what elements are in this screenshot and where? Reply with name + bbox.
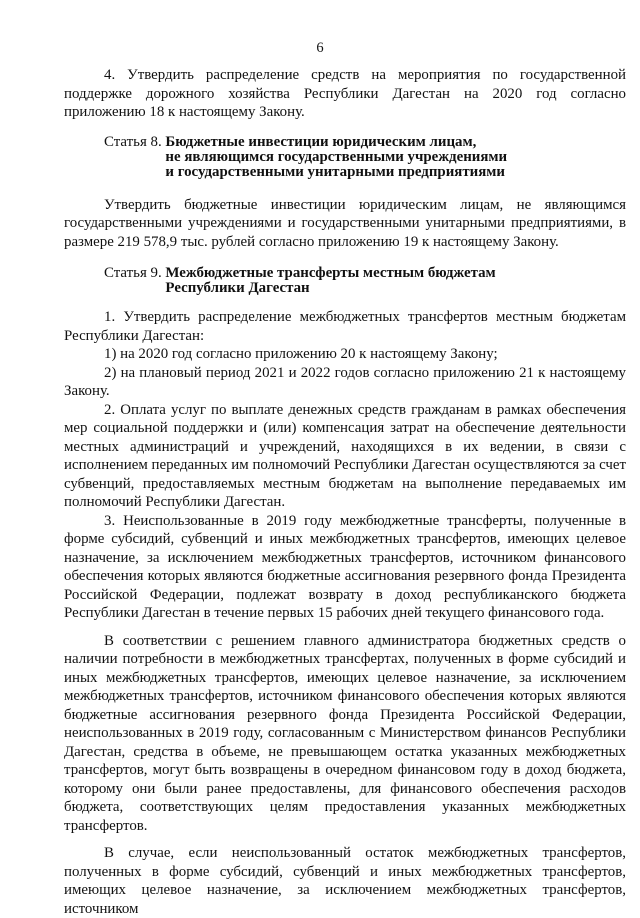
article-8-prefix: Статья 8. [104, 133, 166, 150]
article-9-item-1-1: 1) на 2020 год согласно приложению 20 к настоящему Закону; [104, 346, 498, 362]
article-9-heading [64, 266, 626, 296]
paragraph-item-4: 4. Утвердить распределение средств на мероприятия по государственной поддержке дорожного хозяйства Республики Дагестан на 2020 год согласно приложению 18 к настоящему Закону. [64, 67, 626, 120]
article-9-prefix: Статья 9. [104, 265, 166, 281]
article-9-paragraph-2: 2. Оплата услуг по выплате денежных средств гражданам в рамках обеспечения мер социальной поддержки и (или) компенсация затрат на обеспечение деятельности местных администраций и учреждений, находящихся в их ведении, в связи с исполнением переданных им полномочий Республики Дагестан осуществляются за счет субвенций, предоставляемых местным бюджетам на выполнение передаваемых им полномочий Республики Дагестан. [64, 401, 626, 510]
article-8-title-line-3: и государственными унитарными предприятиями [165, 163, 505, 180]
article-9-paragraph-3: 3. Неиспользованные в 2019 году межбюджетные трансферты, полученные в форме субсидий, субвенций и иных межбюджетных трансфертов, имеющих целевое назначение, за исключением межбюджетных трансфертов, источником финансового обеспечения которых являются бюджетные ассигнования резервного фонда Президента Российской Федерации, подлежат возврату в доход республиканского бюджета Республики Дагестан в течение первых 15 рабочих дней текущего финансового года. [64, 512, 626, 621]
document-body [64, 66, 626, 918]
article-9-item-1-2: 2) на плановый период 2021 и 2022 годов согласно приложению 21 к настоящему Закону. [64, 364, 626, 399]
article-8-title-line-1: Бюджетные инвестиции юридическим лицам, [165, 133, 477, 150]
article-8-title-line-2: не являющимся государственными учреждениями [165, 148, 508, 165]
article-9-paragraph-4: В соответствии с решением главного администратора бюджетных средств о наличии потребности в межбюджетных трансфертах, полученных в форме субсидий и иных межбюджетных трансфертов, имеющих целевое назначение, за исключением межбюджетных трансфертов, источником финансового обеспечения которых являются бюджетные ассигнования резервного фонда Президента Российской Федерации, неиспользованных в 2019 году, согласованным с Министерством финансов Республики Дагестан, средства в объеме, не превышающем остатка указанных межбюджетных трансфертов, могут быть возвращены в очередном финансовом году в доход бюджета, которому они были ранее предоставлены, для финансового обеспечения расходов бюджета, соответствующих целям предоставления указанных межбюджетных трансфертов. [64, 632, 626, 834]
article-8-text: Утвердить бюджетные инвестиции юридическим лицам, не являющимся государственными учреждениями и государственными унитарными предприятиями, в размере 219 578,9 тыс. рублей согласно приложению 19 к настоящему Закону. [64, 196, 626, 250]
article-9-title [165, 266, 495, 296]
article-8-title [165, 135, 507, 180]
article-9-paragraph-5: В случае, если неиспользованный остаток межбюджетных трансфертов, полученных в форме субсидий, субвенций и иных межбюджетных трансфертов, имеющих целевое назначение, за исключением межбюджетных трансфертов, источником [64, 845, 626, 917]
article-9-title-line-1: Межбюджетные трансферты местным бюджетам [165, 265, 496, 281]
article-9-paragraph-1: 1. Утвердить распределение межбюджетных трансфертов местным бюджетам Республики Дагестан: [64, 309, 626, 344]
article-9-title-line-2: Республики Дагестан [165, 280, 310, 296]
page-number: 6 [316, 40, 324, 56]
article-8-heading [64, 135, 626, 180]
